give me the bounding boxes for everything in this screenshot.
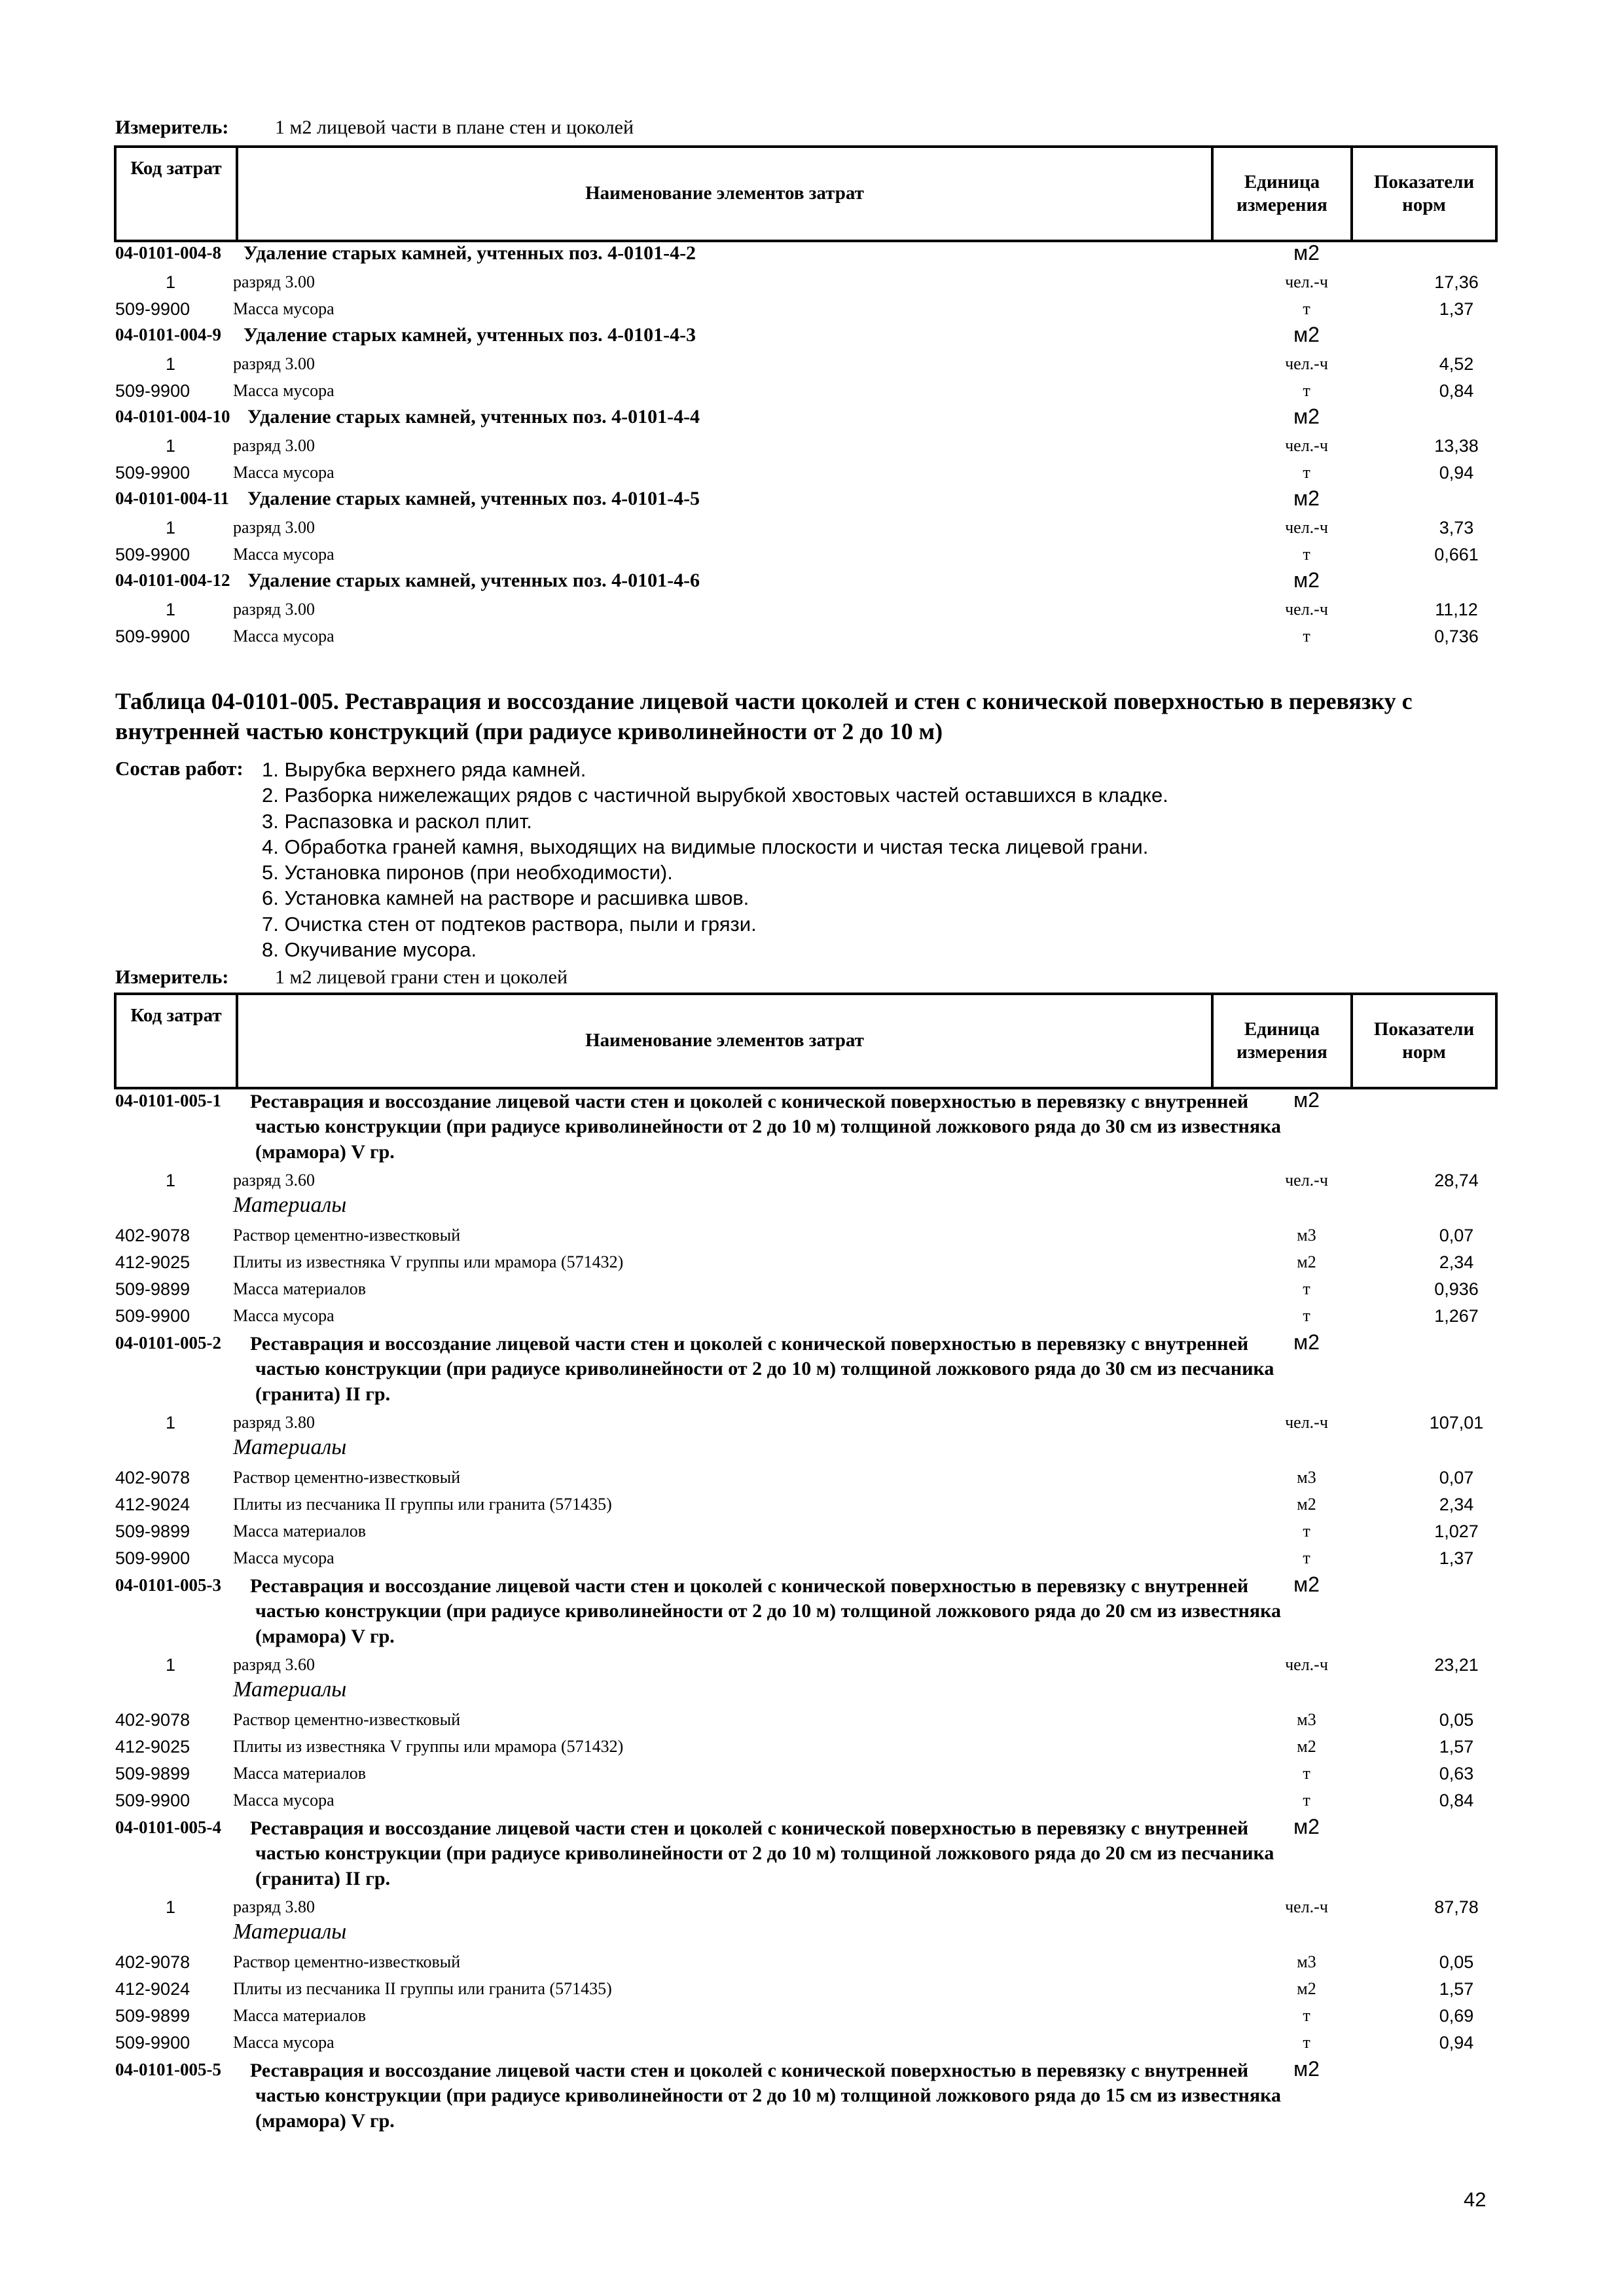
row-value: 0,84 (1439, 381, 1474, 401)
item-title-row (115, 1815, 1490, 1891)
work-step: 4. Обработка граней камня, выходящих на видимые плоскости и чистая теска лицевой грани. (262, 835, 1149, 858)
row-unit: чел.-ч (1285, 272, 1328, 291)
materials-heading-row (115, 1436, 1490, 1465)
work-step: 8. Окучивание мусора. (262, 938, 477, 962)
table-row (115, 268, 1490, 295)
table-row (115, 377, 1490, 404)
row-code: 1 (165, 436, 175, 456)
material-row (115, 1303, 1490, 1330)
item-code: 04-0101-004-8 (115, 243, 221, 263)
table-row (115, 541, 1490, 568)
measure-label: Измеритель: (115, 966, 229, 988)
measure-line-004 (115, 117, 634, 139)
header-code: Код затрат (115, 994, 237, 1088)
material-row (115, 1492, 1490, 1519)
row-name: Масса мусора (233, 2033, 334, 2052)
row-unit: чел.-ч (1285, 1897, 1328, 1916)
materials-heading-row (115, 1921, 1490, 1950)
work-step: 5. Установка пиронов (при необходимости). (262, 861, 673, 884)
measure-value: 1 м2 лицевой части в плане стен и цоколей (275, 117, 634, 138)
row-unit: м2 (1297, 1979, 1316, 1998)
work-step: 3. Распазовка и раскол плит. (262, 809, 532, 833)
item-title: Реставрация и воссоздание лицевой части стен и цоколей с конической поверхностью в перевязку с внутренней частью конструкции (при радиусе криволинейности от 2 до 10 м) толщиной ложкового ряда до 15 см из известняка (мрамора) V гр. (250, 2060, 1281, 2132)
row-unit: м3 (1297, 1226, 1316, 1245)
item-unit: м2 (1293, 1573, 1320, 1596)
row-value: 17,36 (1434, 272, 1479, 292)
item-title-row (115, 2057, 1490, 2133)
item-title: Реставрация и воссоздание лицевой части стен и цоколей с конической поверхностью в перевязку с внутренней частью конструкции (при радиусе криволинейности от 2 до 10 м) толщиной ложкового ряда до 20 см из известняка (мрамора) V гр. (250, 1575, 1281, 1647)
row-name: разряд 3.00 (233, 436, 315, 455)
item-unit: м2 (1293, 568, 1320, 592)
row-unit: чел.-ч (1285, 1171, 1328, 1190)
item-code: 04-0101-004-10 (115, 407, 230, 426)
row-name: Масса мусора (233, 627, 334, 646)
row-name: Масса мусора (233, 381, 334, 400)
row-value: 2,34 (1439, 1252, 1474, 1272)
row-value: 0,07 (1439, 1226, 1474, 1245)
row-unit: чел.-ч (1285, 600, 1328, 619)
labor-row (115, 1652, 1490, 1679)
item-code: 04-0101-005-2 (115, 1333, 221, 1353)
row-name: Масса материалов (233, 1279, 367, 1298)
row-unit: т (1303, 381, 1310, 400)
row-code: 1 (165, 1171, 175, 1190)
row-unit: чел.-ч (1285, 354, 1328, 373)
row-unit: чел.-ч (1285, 1655, 1328, 1674)
item-title: Удаление старых камней, учтенных поз. 4-0101-4-2 (244, 242, 696, 264)
material-row (115, 2030, 1490, 2057)
row-value: 1,37 (1439, 299, 1474, 319)
row-unit: т (1303, 1791, 1310, 1810)
row-code: 509-9900 (115, 545, 190, 564)
item-code: 04-0101-004-9 (115, 325, 221, 344)
material-row (115, 1250, 1490, 1277)
row-name: разряд 3.80 (233, 1413, 315, 1432)
page-number: 42 (1464, 2188, 1487, 2211)
row-code: 509-9899 (115, 2006, 190, 2026)
row-value: 1,267 (1434, 1306, 1479, 1326)
header-unit: Единица измерения (1212, 994, 1352, 1088)
row-value: 1,57 (1439, 1979, 1474, 1999)
row-unit: т (1303, 545, 1310, 564)
row-value: 0,05 (1439, 1710, 1474, 1730)
row-name: Масса мусора (233, 1791, 334, 1810)
row-name: Плиты из известняка V группы или мрамора (571432) (233, 1252, 624, 1271)
row-code: 509-9900 (115, 1306, 190, 1326)
header-norm: Показатели норм (1352, 994, 1496, 1088)
row-code: 402-9078 (115, 1468, 190, 1487)
item-title: Удаление старых камней, учтенных поз. 4-0101-4-3 (244, 324, 696, 346)
table-row (115, 623, 1490, 649)
work-step: 2. Разборка нижележащих рядов с частичной вырубкой хвостовых частей оставшихся в кладке. (262, 784, 1168, 807)
row-unit: м3 (1297, 1952, 1316, 1971)
item-title: Удаление старых камней, учтенных поз. 4-0101-4-5 (247, 488, 700, 509)
table-row (115, 350, 1490, 377)
labor-row (115, 1410, 1490, 1437)
row-name: Масса материалов (233, 1522, 367, 1540)
table-header-005 (114, 993, 1498, 1089)
row-value: 0,936 (1434, 1279, 1479, 1299)
row-value: 1,027 (1434, 1522, 1479, 1541)
material-row (115, 1223, 1490, 1250)
row-name: Масса материалов (233, 1764, 367, 1783)
header-name: Наименование элементов затрат (237, 147, 1212, 241)
row-name: разряд 3.60 (233, 1171, 315, 1190)
row-name: Масса мусора (233, 545, 334, 564)
row-code: 509-9900 (115, 627, 190, 646)
work-step: 6. Установка камней на растворе и расшивка швов. (262, 886, 749, 910)
row-code: 509-9900 (115, 1548, 190, 1568)
row-name: разряд 3.60 (233, 1655, 315, 1674)
row-unit: т (1303, 2006, 1310, 2025)
row-code: 509-9900 (115, 463, 190, 483)
table-header-004 (114, 145, 1498, 242)
row-value: 0,94 (1439, 2033, 1474, 2052)
row-name: Плиты из песчаника II группы или гранита (571435) (233, 1979, 612, 1998)
item-title-row (115, 1088, 1490, 1164)
table-row (115, 459, 1490, 486)
header-code: Код затрат (115, 147, 237, 241)
row-code: 1 (165, 354, 175, 374)
row-unit: чел.-ч (1285, 1413, 1328, 1432)
item-code: 04-0101-004-12 (115, 570, 230, 590)
material-row (115, 1734, 1490, 1761)
row-unit: т (1303, 1764, 1310, 1783)
item-title: Реставрация и воссоздание лицевой части стен и цоколей с конической поверхностью в перевязку с внутренней частью конструкции (при радиусе криволинейности от 2 до 10 м) толщиной ложкового ряда до 30 см из песчаника (гранита) II гр. (250, 1333, 1274, 1405)
item-unit: м2 (1293, 1330, 1320, 1354)
row-name: Раствор цементно-известковый (233, 1468, 461, 1487)
row-value: 0,07 (1439, 1468, 1474, 1487)
row-code: 1 (165, 600, 175, 619)
row-unit: т (1303, 1306, 1310, 1325)
item-title-row (115, 405, 1490, 432)
material-row (115, 1465, 1490, 1492)
item-code: 04-0101-005-3 (115, 1575, 221, 1595)
table-row (115, 432, 1490, 459)
table-row (115, 295, 1490, 322)
material-row (115, 1761, 1490, 1788)
row-name: разряд 3.00 (233, 354, 315, 373)
item-code: 04-0101-005-5 (115, 2060, 221, 2079)
materials-heading: Материалы (233, 1920, 347, 1944)
row-value: 13,38 (1434, 436, 1479, 456)
row-name: Раствор цементно-известковый (233, 1710, 461, 1729)
row-value: 107,01 (1429, 1413, 1484, 1432)
row-name: разряд 3.00 (233, 518, 315, 537)
table-title-005: Таблица 04-0101-005. Реставрация и воссоздание лицевой части цоколей и стен с конической поверхностью в перевязку с внутренней частью конструкций (при радиусе криволинейности от 2 до 10 м) (115, 688, 1413, 745)
row-value: 0,69 (1439, 2006, 1474, 2026)
row-value: 0,05 (1439, 1952, 1474, 1972)
row-unit: м3 (1297, 1710, 1316, 1729)
row-code: 412-9025 (115, 1737, 190, 1757)
row-code: 509-9900 (115, 1791, 190, 1810)
item-unit: м2 (1293, 2057, 1320, 2081)
item-title-row (115, 1330, 1490, 1406)
table-row (115, 596, 1490, 623)
row-value: 23,21 (1434, 1655, 1479, 1675)
row-value: 0,94 (1439, 463, 1474, 483)
materials-heading: Материалы (233, 1677, 347, 1702)
row-unit: т (1303, 1522, 1310, 1540)
row-value: 4,52 (1439, 354, 1474, 374)
row-name: Масса мусора (233, 299, 334, 318)
row-code: 1 (165, 1655, 175, 1675)
item-title-row (115, 1573, 1490, 1649)
row-unit: м2 (1297, 1495, 1316, 1514)
measure-label: Измеритель: (115, 117, 229, 138)
materials-heading: Материалы (233, 1193, 347, 1217)
row-name: Масса мусора (233, 1548, 334, 1567)
row-unit: чел.-ч (1285, 436, 1328, 455)
item-title: Удаление старых камней, учтенных поз. 4-0101-4-6 (247, 570, 700, 591)
row-unit: м2 (1297, 1737, 1316, 1756)
row-name: Масса материалов (233, 2006, 367, 2025)
row-code: 509-9899 (115, 1764, 190, 1783)
row-value: 0,661 (1434, 545, 1479, 564)
materials-heading-row (115, 1679, 1490, 1707)
material-row (115, 1707, 1490, 1734)
row-code: 509-9900 (115, 381, 190, 401)
materials-heading: Материалы (233, 1435, 347, 1459)
materials-heading-row (115, 1194, 1490, 1223)
row-code: 402-9078 (115, 1952, 190, 1972)
header-norm: Показатели норм (1352, 147, 1496, 241)
work-step: 1. Вырубка верхнего ряда камней. (262, 758, 586, 781)
row-code: 402-9078 (115, 1710, 190, 1730)
row-code: 1 (165, 272, 175, 292)
material-row (115, 1546, 1490, 1573)
item-unit: м2 (1293, 405, 1320, 428)
row-code: 509-9899 (115, 1522, 190, 1541)
row-unit: т (1303, 627, 1310, 646)
row-value: 11,12 (1435, 600, 1478, 619)
header-name: Наименование элементов затрат (237, 994, 1212, 1088)
row-unit: чел.-ч (1285, 518, 1328, 537)
labor-row (115, 1168, 1490, 1195)
row-unit: т (1303, 2033, 1310, 2052)
work-composition-list (262, 757, 1168, 962)
item-title-row (115, 241, 1490, 268)
row-value: 28,74 (1434, 1171, 1479, 1190)
item-code: 04-0101-005-4 (115, 1817, 221, 1837)
row-value: 1,57 (1439, 1737, 1474, 1757)
row-code: 509-9900 (115, 2033, 190, 2052)
material-row (115, 2003, 1490, 2030)
row-value: 3,73 (1439, 518, 1474, 538)
row-name: разряд 3.80 (233, 1897, 315, 1916)
item-code: 04-0101-005-1 (115, 1091, 221, 1110)
item-unit: м2 (1293, 323, 1320, 346)
row-unit: т (1303, 1279, 1310, 1298)
item-title-row (115, 568, 1490, 596)
row-unit: т (1303, 299, 1310, 318)
item-title: Реставрация и воссоздание лицевой части стен и цоколей с конической поверхностью в перевязку с внутренней частью конструкции (при радиусе криволинейности от 2 до 10 м) толщиной ложкового ряда до 20 см из песчаника (гранита) II гр. (250, 1817, 1274, 1889)
row-code: 509-9900 (115, 299, 190, 319)
row-value: 1,37 (1439, 1548, 1474, 1568)
row-code: 412-9024 (115, 1495, 190, 1514)
row-code: 509-9899 (115, 1279, 190, 1299)
row-value: 0,736 (1434, 627, 1479, 646)
item-title-row (115, 323, 1490, 350)
measure-line-005 (115, 966, 568, 989)
material-row (115, 1950, 1490, 1977)
item-unit: м2 (1293, 486, 1320, 510)
item-title: Удаление старых камней, учтенных поз. 4-0101-4-4 (247, 406, 700, 428)
table-row (115, 514, 1490, 541)
item-unit: м2 (1293, 241, 1320, 264)
item-unit: м2 (1293, 1815, 1320, 1838)
material-row (115, 1519, 1490, 1546)
material-row (115, 1277, 1490, 1303)
item-unit: м2 (1293, 1088, 1320, 1112)
row-value: 0,84 (1439, 1791, 1474, 1810)
row-unit: т (1303, 463, 1310, 482)
row-code: 412-9024 (115, 1979, 190, 1999)
row-unit: м3 (1297, 1468, 1316, 1487)
material-row (115, 1977, 1490, 2003)
work-step: 7. Очистка стен от подтеков раствора, пыли и грязи. (262, 912, 757, 936)
row-name: Плиты из известняка V группы или мрамора (571432) (233, 1737, 624, 1756)
work-composition-label: Состав работ: (115, 757, 244, 780)
material-row (115, 1788, 1490, 1815)
labor-row (115, 1895, 1490, 1922)
header-unit: Единица измерения (1212, 147, 1352, 241)
row-name: Плиты из песчаника II группы или гранита (571435) (233, 1495, 612, 1514)
row-name: Раствор цементно-известковый (233, 1952, 461, 1971)
row-name: Раствор цементно-известковый (233, 1226, 461, 1245)
row-code: 402-9078 (115, 1226, 190, 1245)
row-unit: т (1303, 1548, 1310, 1567)
item-title: Реставрация и воссоздание лицевой части стен и цоколей с конической поверхностью в перевязку с внутренней частью конструкции (при радиусе криволинейности от 2 до 10 м) толщиной ложкового ряда до 30 см из известняка (мрамора) V гр. (250, 1091, 1281, 1163)
row-code: 1 (165, 1413, 175, 1432)
row-value: 87,78 (1434, 1897, 1479, 1917)
measure-value: 1 м2 лицевой грани стен и цоколей (275, 966, 568, 988)
row-code: 412-9025 (115, 1252, 190, 1272)
row-value: 2,34 (1439, 1495, 1474, 1514)
item-code: 04-0101-004-11 (115, 488, 229, 508)
row-unit: м2 (1297, 1252, 1316, 1271)
item-title-row (115, 486, 1490, 514)
row-code: 1 (165, 518, 175, 538)
row-code: 1 (165, 1897, 175, 1917)
row-value: 0,63 (1439, 1764, 1474, 1783)
row-name: разряд 3.00 (233, 272, 315, 291)
row-name: разряд 3.00 (233, 600, 315, 619)
row-name: Масса мусора (233, 1306, 334, 1325)
row-name: Масса мусора (233, 463, 334, 482)
